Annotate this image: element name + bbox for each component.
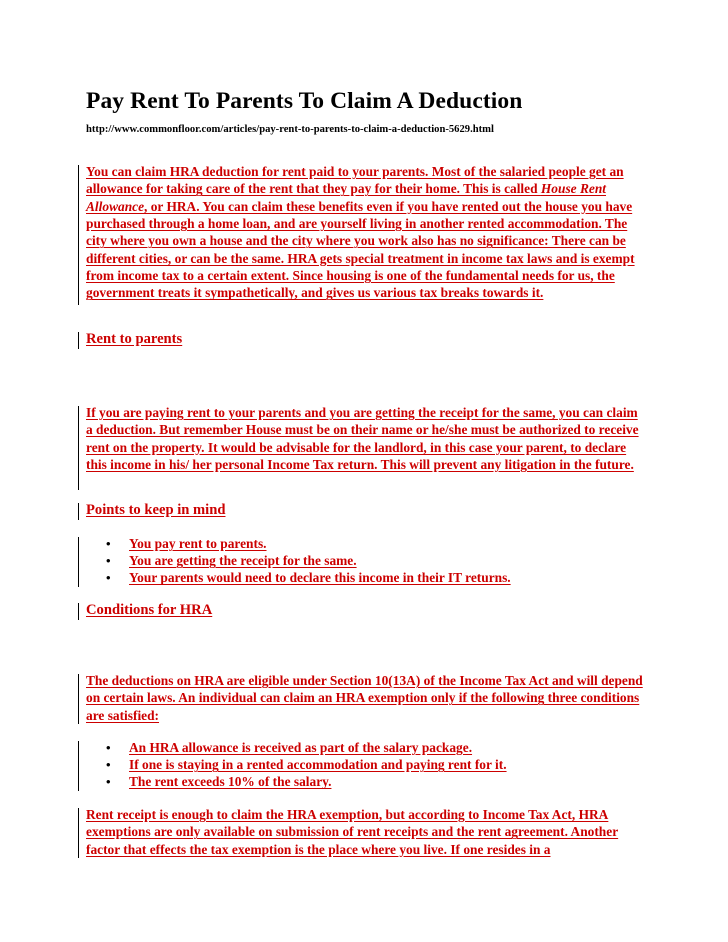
change-bar bbox=[78, 537, 79, 587]
rent-paragraph: If you are paying rent to your parents and you are getting the receipt for the same, you can claim a deduction. But remember House must be on their name or he/she must be authorized to receive rent on the property. It would be advisable for the landlord, in this case your parent, to declare this income in his/ her personal Income Tax return. This will prevent any litigation in the future. bbox=[86, 405, 639, 473]
intro-block bbox=[86, 163, 646, 302]
rent-paragraph-block bbox=[86, 404, 646, 473]
change-bar bbox=[78, 808, 79, 858]
section-heading-rent-to-parents: Rent to parents bbox=[86, 331, 183, 347]
page-title: Pay Rent To Parents To Claim A Deduction bbox=[86, 88, 523, 114]
closing-paragraph-block bbox=[86, 806, 646, 858]
change-bar bbox=[78, 165, 79, 305]
points-list-block bbox=[86, 535, 646, 587]
intro-emphasis: House Rent Allowance bbox=[86, 181, 606, 214]
bullet-icon: • bbox=[106, 757, 111, 773]
rent-heading-block bbox=[86, 330, 646, 348]
bullet-icon: • bbox=[106, 570, 111, 586]
list-item: • An HRA allowance is received as part of the salary package. bbox=[106, 740, 473, 755]
conditions-paragraph-block bbox=[86, 672, 646, 724]
change-bar bbox=[78, 741, 79, 791]
list-item: • The rent exceeds 10% of the salary. bbox=[106, 774, 332, 790]
change-bar bbox=[78, 332, 79, 349]
section-heading-points: Points to keep in mind bbox=[86, 502, 226, 518]
bullet-icon: • bbox=[106, 740, 111, 755]
bullet-icon: • bbox=[106, 553, 111, 569]
change-bar bbox=[78, 674, 79, 724]
list-item: • You pay rent to parents. bbox=[106, 536, 267, 551]
bullet-icon: • bbox=[106, 536, 111, 551]
intro-text-2: , or HRA. You can claim these benefits even if you have rented out the house you have purchased through a home loan, and are yourself living in another rented accommodation. The city where you own a house and the city where you work also has no significance: There can be different cities, or can be the same. HRA gets special treatment in income tax laws and is exempt from income tax to a certain extent. Since housing is one of the fundamental needs for us, the government treats it sympathetically, and gives us various tax breaks towards it. bbox=[86, 198, 635, 301]
list-item: • Your parents would need to declare this income in their IT returns. bbox=[106, 570, 511, 586]
points-list bbox=[86, 535, 646, 587]
closing-paragraph: Rent receipt is enough to claim the HRA exemption, but according to Income Tax Act, HRA exemptions are only available on submission of rent receipts and the rent agreement. Another factor that effects the tax exemption is the place where you live. If one resides in a bbox=[86, 807, 619, 857]
change-bar bbox=[78, 503, 79, 520]
bullet-icon: • bbox=[106, 774, 111, 790]
list-item: • You are getting the receipt for the same. bbox=[106, 553, 357, 569]
conditions-list-block bbox=[86, 739, 646, 791]
points-heading-block bbox=[86, 501, 646, 519]
conditions-heading-block bbox=[86, 601, 646, 619]
conditions-paragraph: The deductions on HRA are eligible under Section 10(13A) of the Income Tax Act and will depend on certain laws. An individual can claim an HRA exemption only if the following three conditions are satisfied: bbox=[86, 673, 643, 723]
section-heading-conditions: Conditions for HRA bbox=[86, 602, 213, 618]
intro-text-1: You can claim HRA deduction for rent paid to your parents. Most of the salaried people get an allowance for taking care of the rent that they pay for their home. This is called bbox=[86, 164, 624, 197]
change-bar bbox=[78, 406, 79, 490]
intro-paragraph bbox=[86, 163, 646, 302]
source-url: http://www.commonfloor.com/articles/pay-rent-to-parents-to-claim-a-deduction-5629.html bbox=[86, 124, 494, 135]
change-bar bbox=[78, 603, 79, 620]
list-item: • If one is staying in a rented accommodation and paying rent for it. bbox=[106, 757, 507, 773]
conditions-list bbox=[86, 739, 646, 791]
